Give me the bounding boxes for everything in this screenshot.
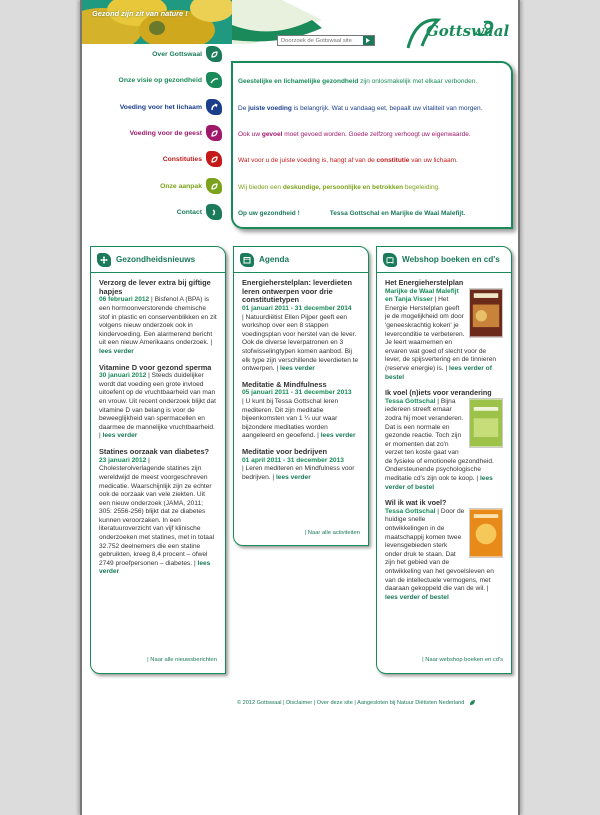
product-body — [385, 288, 503, 383]
product-title[interactable]: Wil ik wat ik voel? — [385, 498, 447, 508]
intro-bold: deskundige, persoonlijke en betrokken — [282, 184, 404, 191]
site-footer — [237, 699, 476, 706]
nav-constituties[interactable] — [82, 149, 222, 169]
news-item-text: | Cholesterolverlagende statines zijn wereldwijd de meest voorgeschreven medicatie. Waarschijnlijk zijn ze echter ook de oorzaak van vele ziekten. Uit een nieuw onderzoek (JAMA, 2011; 305: 2556-256) blijkt dat ze diabetes kunnen veroorzaken. In een literatuuroverzicht van vijf klinische onderzoeken met statines, met in totaal 32.752 deelnemers die een statine gebruikten, kreeg 8,4 procent – ofwel 2749 proefpersonen – diabetes. | — [99, 456, 215, 567]
news-item-title[interactable]: Verzorg de lever extra bij giftige hapjes — [99, 278, 211, 296]
webshop-item — [385, 499, 503, 602]
agenda-item-body — [242, 314, 360, 374]
nav-label: Voeding voor de geest — [129, 129, 202, 137]
logo-text: Gottswaal — [426, 22, 510, 40]
intro-bold: juiste voeding — [248, 105, 292, 112]
nav-voeding-lichaam[interactable] — [82, 97, 222, 117]
product-text: | Door de huidige snelle ontwikkelingen in de maatschappij komen twee levensgebieden sterk onder druk te staan. Dat zijn het gebied van de ontwikkeling van het gevoelsleven en van de intellectuele vermogens, met daaraan gekoppeld die van de wil. | — [385, 507, 494, 593]
nav-label: Constituties — [162, 155, 202, 163]
intro-text: zijn onlosmakelijk met elkaar verbonden. — [358, 78, 478, 85]
intro-text: begeleiding. — [403, 184, 440, 191]
intro-text: van uw lichaam. — [409, 157, 458, 164]
agenda-item — [242, 381, 360, 441]
nav-over-gottswaal[interactable] — [82, 44, 222, 64]
nav-contact[interactable] — [82, 202, 222, 222]
leaf-icon — [206, 125, 222, 141]
leaf-icon — [206, 178, 222, 194]
read-more-link[interactable]: lees verder — [99, 347, 134, 355]
product-text: | Het Energie Herstelplan geeft je de mogelijkheid om door 'geneeskrachtig koken' je leverconditie te verbeteren. Je leert waarnemen en ervaren wat goed of slecht voor de lever, de spijsvertering en de tinnieren (reserve energie) is. | — [385, 296, 497, 372]
webshop-item — [385, 389, 503, 492]
nav-voeding-geest[interactable] — [82, 123, 222, 143]
product-author: Marijke de Waal Malefijt en Tanja Visser — [385, 287, 459, 304]
news-header — [91, 247, 225, 273]
webshop-column — [376, 246, 512, 674]
intro-bold: constitutie — [376, 157, 410, 164]
book-icon — [383, 253, 397, 267]
product-title[interactable]: Het Energieherstelplan — [385, 278, 464, 287]
news-item-title[interactable]: Statines oorzaak van diabetes? — [99, 447, 210, 457]
news-item-body — [99, 372, 217, 441]
intro-text: is belangrijk. Wat u vandaag eet, bepaalt uw vitaliteit van morgen. — [291, 105, 483, 112]
leaf-icon — [469, 699, 476, 706]
signature-names: Tessa Gottschal en Marijke de Waal Malefijt. — [329, 210, 466, 217]
product-author: Tessa Gottschal — [385, 397, 436, 405]
nav-label: Over Gottswaal — [152, 50, 202, 58]
agenda-item-text: | Leren mediteren en Mindfulness voor bedrijven. | — [242, 465, 355, 481]
signature-greeting: Op uw gezondheid ! — [238, 210, 300, 217]
news-item — [99, 364, 217, 441]
footer-links[interactable]: © 2012 Gottswaal | Disclaimer | Over deze site | Aangesloten bij Natuur Diëtisten Nederland — [237, 699, 465, 706]
agenda-item-date: 01 april 2011 - 31 december 2013 — [242, 456, 344, 464]
read-more-link[interactable]: lees verder — [275, 473, 311, 481]
news-item-date: 23 januari 2012 — [99, 456, 147, 464]
agenda-item — [242, 279, 360, 374]
agenda-item-text: | U kunt bij Tessa Gottschal leren mediteren. Dit zijn meditatie bijeenkomsten van 1 ¼ uur waar bijzondere meditaties worden aangeleerd en geoefend. | — [242, 397, 339, 440]
search-button[interactable] — [363, 36, 374, 45]
search-box — [277, 35, 375, 46]
agenda-item-body — [242, 465, 360, 482]
news-item-text: | Steeds duidelijker wordt dat voeding een grote invloed uitoefent op de vruchtbaarheid van man en vrouw. Uit recent onderzoek blijkt dat vitamine D van belang is voor de beweeglijkheid van spermacellen en daarmee de mannelijke vruchtbaarheid. | — [99, 372, 216, 440]
intro-bold: Geestelijke en lichamelijke gezondheid — [238, 78, 359, 85]
search-icon — [365, 37, 372, 44]
calendar-icon — [240, 253, 254, 267]
agenda-title: Agenda — [259, 255, 290, 264]
news-item-body — [99, 457, 217, 577]
site-tagline: Gezond zijn zit van nature ! — [92, 9, 188, 18]
leaf-icon — [206, 72, 222, 88]
news-item-date: 06 februari 2012 — [99, 296, 150, 304]
book-cover-wil-ik-wat-ik-voel[interactable] — [469, 508, 503, 558]
product-title[interactable]: Ik voel (n)iets voor verandering — [385, 388, 492, 398]
intro-signature — [238, 210, 465, 217]
intro-line-3 — [238, 131, 471, 138]
leaf-icon — [206, 99, 222, 115]
book-cover-energieherstelplan[interactable] — [469, 288, 503, 338]
intro-line-2 — [238, 105, 482, 112]
agenda-item-date: 05 januari 2011 - 31 december 2013 — [242, 389, 352, 397]
intro-text: De — [238, 105, 249, 112]
news-item — [99, 279, 217, 357]
news-item — [99, 448, 217, 577]
agenda-item-date: 01 januari 2011 - 31 december 2014 — [242, 305, 352, 313]
nav-label: Contact — [176, 208, 202, 216]
intro-panel — [231, 61, 513, 229]
nav-label: Onze aanpak — [160, 182, 202, 190]
agenda-header — [234, 247, 368, 273]
all-activities-link[interactable]: | Naar alle activiteiten — [304, 530, 360, 536]
agenda-item-title[interactable]: Energieherstelplan: leverdieten leren ontwerpen voor drie constitutietypen — [242, 278, 353, 305]
intro-line-5 — [238, 184, 440, 191]
read-more-link[interactable]: lees verder — [280, 365, 315, 373]
nav-label: Onze visie op gezondheid — [118, 76, 202, 84]
agenda-column — [233, 246, 369, 546]
intro-line-1 — [238, 78, 477, 85]
product-body — [385, 508, 503, 603]
nav-onze-aanpak[interactable] — [82, 176, 222, 196]
flower-icon — [97, 253, 111, 267]
intro-line-4 — [238, 157, 458, 164]
cd-cover-ik-voel-niets[interactable] — [469, 398, 503, 448]
intro-text: moet gevoed worden. Goede zelfzorg verhoogt uw eigenwaarde. — [282, 131, 471, 138]
read-more-link[interactable]: lees verder of bestel — [385, 364, 492, 381]
read-more-link[interactable]: lees verder of bestel — [385, 593, 449, 601]
nav-label: Voeding voor het lichaam — [119, 103, 202, 111]
read-more-link[interactable]: lees verder — [102, 432, 138, 440]
intro-text: Wat voor u de juiste voeding is, hangt af van de — [238, 157, 377, 164]
news-title: Gezondheidsnieuws — [116, 255, 196, 264]
product-body — [385, 398, 503, 493]
page — [82, 0, 518, 815]
intro-bold: gevoel — [261, 131, 283, 138]
read-more-link[interactable]: lees verder — [99, 559, 211, 576]
product-author: Tessa Gottschal — [385, 507, 436, 515]
nav-onze-visie[interactable] — [82, 70, 222, 90]
agenda-item-text: | Natuurdiëtist Ellen Pijper geeft een workshop over een 8 stappen voedingsplan voor herstel van de lever. Ook de diverse leverpatronen en 3 stofwisselingtypen komen aanbod. Bij elk type zijn verschillende leverdieten te ontwerpen. | — [242, 313, 359, 373]
news-item-body — [99, 296, 217, 356]
read-more-link[interactable]: lees verder of bestel — [385, 475, 493, 491]
news-item-text: | Bisfenol A (BPA) is een hormoonverstorende chemische stof in plastic en conservenblikken en zit volgens nieuw onderzoek ook in kindervoeding. Een alarmerend bericht uit een nieuw Amerikaans onderzoek. | — [99, 296, 217, 347]
search-input[interactable] — [279, 37, 363, 45]
intro-text: Wij bieden een — [238, 184, 283, 191]
agenda-item — [242, 448, 360, 482]
all-news-link[interactable]: | Naar alle nieuwsberichten — [147, 657, 217, 663]
news-column — [90, 246, 226, 674]
intro-text: Ook uw — [238, 131, 262, 138]
leaf-icon — [206, 46, 222, 62]
news-item-date: 30 januari 2012 — [99, 372, 147, 380]
leaf-icon — [206, 204, 222, 220]
product-text: | Bijna iedereen streeft ernaar zodra hij moet veranderen. Dat is een normale en gezonde reactie. Toch zijn er momenten dat zo'n verzet ten koste gaat van de fysieke of emotionele gezondheid. Ondersteunende psychologische meditatie cd's zijn ook te koop. | — [385, 397, 494, 483]
webshop-header — [377, 247, 511, 273]
agenda-item-body — [242, 398, 360, 441]
agenda-item-title[interactable]: Meditatie & Mindfulness — [242, 379, 327, 389]
agenda-item-title[interactable]: Meditatie voor bedrijven — [242, 446, 328, 456]
webshop-title: Webshop boeken en cd's — [402, 255, 500, 264]
leaf-icon — [206, 151, 222, 167]
read-more-link[interactable]: lees verder — [320, 432, 356, 440]
webshop-item — [385, 279, 503, 382]
news-item-title[interactable]: Vitamine D voor gezond sperma — [99, 362, 212, 372]
all-webshop-link[interactable]: | Naar webshop boeken en cd's — [422, 657, 503, 663]
